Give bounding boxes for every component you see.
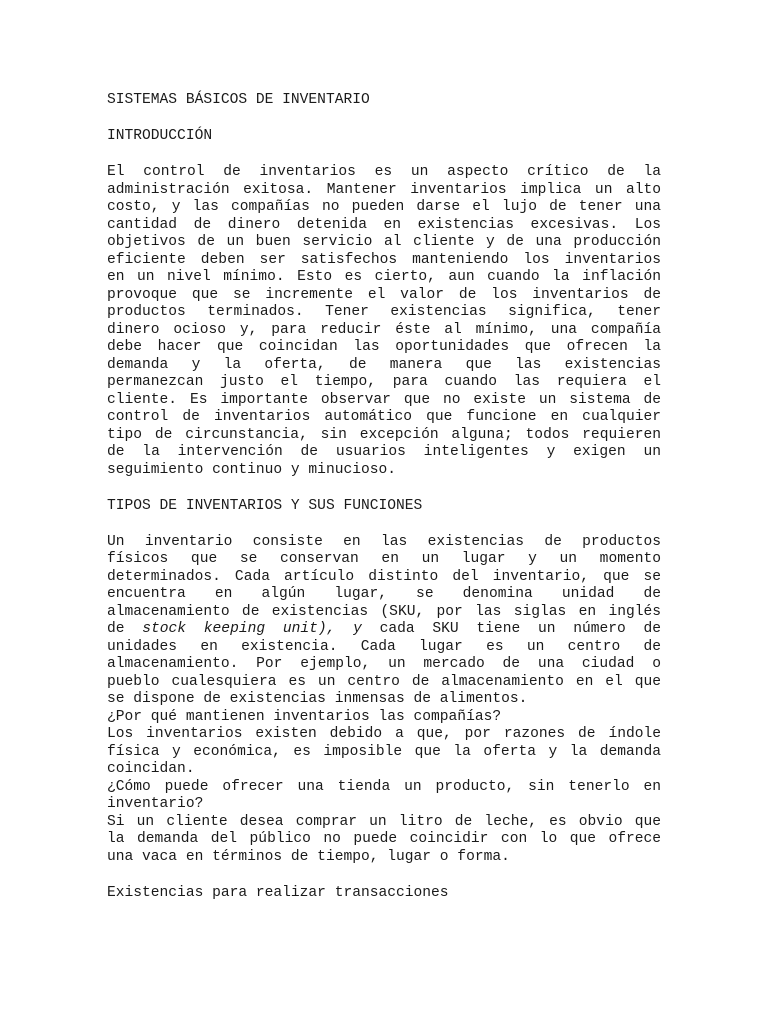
text-line: eficiente deben ser satisfechos manteniendo los inventarios [107,251,661,268]
spacer [107,146,661,165]
text-line-italic [107,621,661,639]
intro-heading: INTRODUCCIÓN [107,128,213,144]
text-line: provoque que se incremente el valor de los inventarios de [107,286,661,303]
spacer [107,866,661,885]
text-line: productos terminados. Tener existencias significa, tener [107,304,661,320]
text-line: física y económica, es imposible que la oferta y la demanda [107,743,661,760]
text-line: de la intervención de usuarios inteligentes y exigen un [107,444,661,460]
text-line: Los inventarios existen debido a que, por razones de índole [107,726,661,742]
text-line: Si un cliente desea comprar un litro de leche, es obvio que [107,813,661,830]
text-line: cantidad de dinero detenida en existencias excesivas. Los [107,216,661,233]
text-line: una vaca en términos de tiempo, lugar o forma. [107,848,510,865]
text-fragment: de [107,621,143,637]
text-fragment: cada SKU tiene un número de [361,621,662,637]
document-page [107,92,661,902]
subheading: Existencias para realizar transacciones [107,884,449,901]
text-line: demanda y la oferta, de manera que las existencias [107,356,661,373]
text-line: control de inventarios automático que funcione en cualquier [107,409,661,425]
spacer [107,515,661,534]
text-line: físicos que se conservan en un lugar y un momento [107,551,661,567]
intro-paragraph [107,164,661,479]
text-line: seguimiento continuo y minucioso. [107,461,397,478]
text-line: cliente. Es importante observar que no existe un sistema de [107,391,661,408]
text-line: Un inventario consiste en las existencias de productos [107,533,661,550]
text-line: determinados. Cada artículo distinto del inventario, que se [107,568,661,585]
text-line: pueblo cualesquiera es un centro de almacenamiento en el que [107,673,661,690]
text-line: permanezcan justo el tiempo, para cuando las requiera el [107,374,661,390]
question-line: ¿Por qué mantienen inventarios las compañías? [107,708,502,725]
document-title: SISTEMAS BÁSICOS DE INVENTARIO [107,92,370,108]
text-line: El control de inventarios es un aspecto crítico de la [107,164,661,180]
text-line: unidades en existencia. Cada lugar es un centro de [107,638,661,655]
question-line: ¿Cómo puede ofrecer una tienda un producto, sin tenerlo en [107,778,661,795]
text-line: almacenamiento de existencias (SKU, por las siglas en inglés [107,603,661,620]
text-line: dinero ocioso y, para reducir éste al mínimo, una compañía [107,321,661,338]
spacer [107,479,661,498]
types-paragraph [107,534,661,867]
text-line: la demanda del público no puede coincidir con lo que ofrece [107,831,661,847]
question-line: inventario? [107,796,204,812]
italic-fragment: stock keeping unit), y [142,621,362,637]
text-line: almacenamiento. Por ejemplo, un mercado de una ciudad o [107,656,661,672]
text-line: debe hacer que coincidan las oportunidades que ofrecen la [107,339,661,355]
text-line: encuentra en algún lugar, se denomina unidad de [107,586,661,602]
text-line: costo, y las compañías no pueden darse el lujo de tener una [107,199,661,215]
text-line: se dispone de existencias inmensas de alimentos. [107,691,528,707]
types-heading: TIPOS DE INVENTARIOS Y SUS FUNCIONES [107,497,423,514]
text-line: coincidan. [107,761,195,777]
spacer [107,110,661,129]
text-line: tipo de circunstancia, sin excepción alguna; todos requieren [107,426,661,443]
text-line: administración exitosa. Mantener inventarios implica un alto [107,181,661,198]
text-line: objetivos de un buen servicio al cliente y de una producción [107,234,661,250]
text-line: en un nivel mínimo. Esto es cierto, aun cuando la inflación [107,269,661,285]
